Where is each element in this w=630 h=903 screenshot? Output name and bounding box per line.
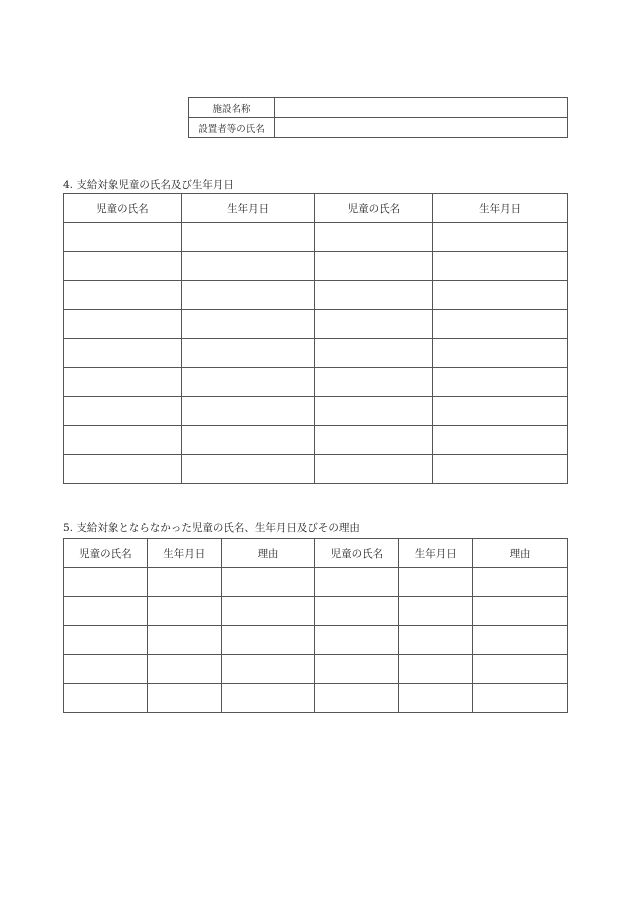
table-cell[interactable] (181, 252, 315, 281)
section5-heading: 5. 支給対象とならなかった児童の氏名、生年月日及びその理由 (63, 522, 360, 534)
table-cell[interactable] (315, 684, 399, 713)
table-row (64, 568, 568, 597)
column-header: 生年月日 (181, 194, 315, 223)
table-cell[interactable] (315, 281, 433, 310)
table-cell[interactable] (64, 684, 148, 713)
column-header: 児童の氏名 (64, 539, 148, 568)
table-cell[interactable] (315, 339, 433, 368)
operator-name-row (189, 118, 568, 138)
table-cell[interactable] (181, 310, 315, 339)
column-header: 児童の氏名 (315, 194, 433, 223)
table-cell[interactable] (473, 684, 568, 713)
table-cell[interactable] (181, 339, 315, 368)
table-cell[interactable] (181, 455, 315, 484)
table-cell[interactable] (64, 223, 182, 252)
table-row (64, 397, 568, 426)
table-cell[interactable] (433, 281, 568, 310)
table-row (64, 455, 568, 484)
table-row (64, 310, 568, 339)
table-row (64, 655, 568, 684)
table-cell[interactable] (221, 597, 315, 626)
table-row (64, 252, 568, 281)
table-cell[interactable] (433, 455, 568, 484)
table-cell[interactable] (433, 368, 568, 397)
table-row (64, 426, 568, 455)
table-cell[interactable] (147, 684, 221, 713)
table-cell[interactable] (315, 310, 433, 339)
eligible-children-table (63, 193, 568, 484)
table-row (64, 368, 568, 397)
table-row (64, 223, 568, 252)
ineligible-children-rows (64, 568, 568, 713)
table-cell[interactable] (433, 223, 568, 252)
table-cell[interactable] (64, 397, 182, 426)
table-cell[interactable] (399, 568, 473, 597)
table-cell[interactable] (181, 426, 315, 455)
column-header: 理由 (473, 539, 568, 568)
table-row (64, 339, 568, 368)
table-cell[interactable] (315, 223, 433, 252)
table-cell[interactable] (181, 368, 315, 397)
table-cell[interactable] (315, 597, 399, 626)
table-cell[interactable] (399, 626, 473, 655)
table-cell[interactable] (399, 684, 473, 713)
column-header: 生年月日 (433, 194, 568, 223)
table-row (64, 597, 568, 626)
table-cell[interactable] (147, 655, 221, 684)
table-cell[interactable] (473, 568, 568, 597)
table-cell[interactable] (315, 252, 433, 281)
table-header-row (64, 194, 568, 223)
table-cell[interactable] (64, 626, 148, 655)
table-cell[interactable] (315, 626, 399, 655)
operator-name-label: 設置者等の氏名 (189, 118, 275, 138)
facility-info-table (188, 97, 568, 138)
table-cell[interactable] (181, 223, 315, 252)
table-cell[interactable] (473, 655, 568, 684)
facility-name-label: 施設名称 (189, 98, 275, 118)
table-cell[interactable] (315, 397, 433, 426)
ineligible-children-table (63, 538, 568, 713)
table-cell[interactable] (221, 626, 315, 655)
column-header: 児童の氏名 (315, 539, 399, 568)
table-cell[interactable] (399, 655, 473, 684)
table-cell[interactable] (147, 568, 221, 597)
table-cell[interactable] (64, 281, 182, 310)
section4-heading: 4. 支給対象児童の氏名及び生年月日 (63, 179, 234, 191)
facility-name-row (189, 98, 568, 118)
table-cell[interactable] (64, 568, 148, 597)
table-cell[interactable] (221, 568, 315, 597)
column-header: 生年月日 (399, 539, 473, 568)
table-row (64, 281, 568, 310)
facility-name-field[interactable] (275, 98, 568, 118)
column-header: 生年月日 (147, 539, 221, 568)
table-cell[interactable] (315, 568, 399, 597)
table-cell[interactable] (433, 252, 568, 281)
table-cell[interactable] (315, 368, 433, 397)
column-header: 理由 (221, 539, 315, 568)
table-cell[interactable] (147, 626, 221, 655)
table-cell[interactable] (221, 655, 315, 684)
table-cell[interactable] (64, 597, 148, 626)
table-cell[interactable] (64, 368, 182, 397)
table-cell[interactable] (315, 655, 399, 684)
table-cell[interactable] (433, 397, 568, 426)
table-cell[interactable] (315, 426, 433, 455)
table-cell[interactable] (221, 684, 315, 713)
table-cell[interactable] (64, 426, 182, 455)
table-cell[interactable] (473, 626, 568, 655)
eligible-children-rows (64, 223, 568, 484)
table-cell[interactable] (315, 455, 433, 484)
table-cell[interactable] (64, 455, 182, 484)
table-cell[interactable] (181, 397, 315, 426)
table-cell[interactable] (147, 597, 221, 626)
table-row (64, 684, 568, 713)
table-cell[interactable] (181, 281, 315, 310)
column-header: 児童の氏名 (64, 194, 182, 223)
table-cell[interactable] (64, 339, 182, 368)
table-row (64, 626, 568, 655)
table-cell[interactable] (64, 655, 148, 684)
table-cell[interactable] (64, 310, 182, 339)
table-cell[interactable] (433, 426, 568, 455)
table-cell[interactable] (433, 339, 568, 368)
table-cell[interactable] (64, 252, 182, 281)
table-cell[interactable] (473, 597, 568, 626)
table-header-row (64, 539, 568, 568)
table-cell[interactable] (399, 597, 473, 626)
operator-name-field[interactable] (275, 118, 568, 138)
table-cell[interactable] (433, 310, 568, 339)
